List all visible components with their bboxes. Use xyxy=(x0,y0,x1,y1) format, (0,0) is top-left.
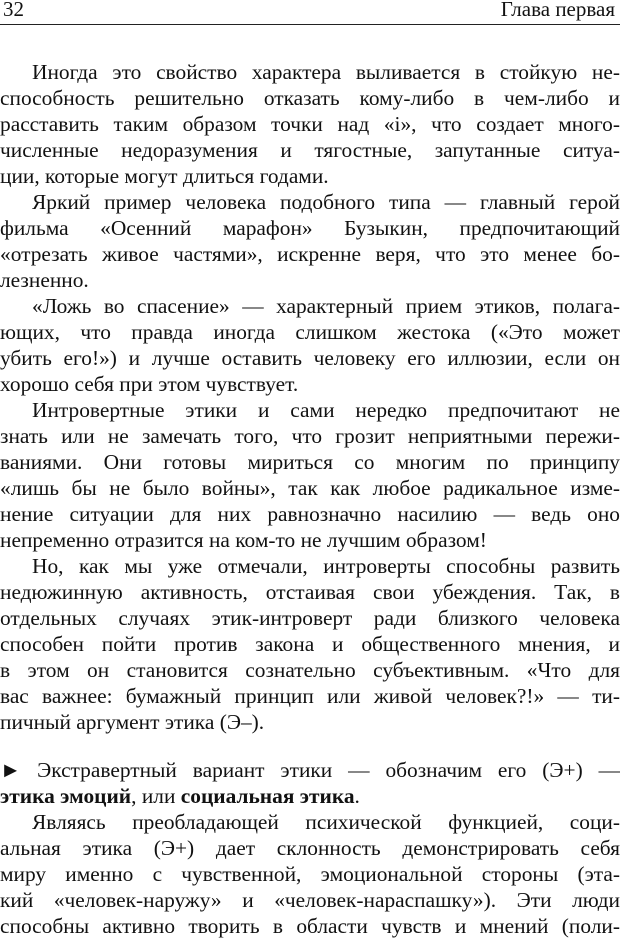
text-line: непременно отразится на ком-то не лучшим образом! xyxy=(0,528,487,552)
text-line-with-bold-terms xyxy=(0,783,620,809)
text-line: способен пойти против закона и общественного мнения, и xyxy=(0,632,620,656)
bold-term: этика эмоций xyxy=(0,784,132,808)
text-line: ваниями. Они готовы мириться со многим по принципу xyxy=(0,450,620,474)
text-line: ции, которые могут длиться годами. xyxy=(0,164,329,188)
text-line: отдельных случаях этик-интроверт ради близкого человека xyxy=(0,606,620,630)
text-line: Но, как мы уже отмечали, интроверты способны развить xyxy=(32,554,620,578)
bold-term: социальная этика xyxy=(180,784,355,808)
text-fragment: . xyxy=(354,784,360,808)
text-line: недюжинную активность, отстаивая свои убеждения. Так, в xyxy=(0,580,620,604)
text-line: миру именно с чувственной, эмоциональной стороны (эта- xyxy=(0,862,620,886)
text-line: убить его!») и лучше оставить человеку его иллюзии, если он xyxy=(0,346,620,370)
text-line: «отрезать живое частями», искренне веря, что это менее бо- xyxy=(0,242,620,266)
text-line: способность решительно отказать кому-либо в чем-либо и xyxy=(0,86,620,110)
text-fragment: , или xyxy=(131,784,181,808)
text-line: способны активно творить в области чувств и мнений (поли- xyxy=(0,914,620,938)
text-line: «лишь бы не было войны», так как любое радикальное изме- xyxy=(0,476,620,500)
text-line: ► Экстравертный вариант этики — обозначим его (Э+) — xyxy=(0,758,620,782)
page-header xyxy=(0,0,620,25)
text-line: Иногда это свойство характера выливается в стойкую не- xyxy=(32,60,620,84)
text-line: вас важнее: бумажный принцип или живой человек?!» — ти- xyxy=(0,684,620,708)
text-line: фильма «Осенний марафон» Бузыкин, предпочитающий xyxy=(0,216,620,240)
text-line: расставить таким образом точки над «i», что создает много- xyxy=(0,112,620,136)
text-line: Яркий пример человека подобного типа — главный герой xyxy=(32,190,620,214)
text-line: альная этика (Э+) дает склонность демонстрировать себя xyxy=(0,836,620,860)
text-line: в этом он становится сознательно субъективным. «Что для xyxy=(0,658,620,682)
text-line: пичный аргумент этика (Э–). xyxy=(0,710,265,734)
text-line: численные недоразумения и тягостные, запутанные ситуа- xyxy=(0,138,620,162)
text-line: знать или не замечать того, что грозит неприятными пережи- xyxy=(0,424,620,448)
running-head: Глава первая xyxy=(500,0,615,21)
text-line: хорошо себя при этом чувствует. xyxy=(0,372,299,396)
text-line: ющих, что правда иногда слишком жестока («Это может xyxy=(0,320,620,344)
text-line: кий «человек-наружу» и «человек-нараспашку»). Эти люди xyxy=(0,888,620,912)
text-line: Интровертные этики и сами нередко предпочитают не xyxy=(32,398,620,422)
page-number: 32 xyxy=(3,0,24,21)
text-line: Являясь преобладающей психической функцией, соци- xyxy=(32,810,620,834)
text-line: лезненно. xyxy=(0,268,89,292)
text-line: нение ситуации для них равнозначно насилию — ведь оно xyxy=(0,502,620,526)
text-line: «Ложь во спасение» — характерный прием этиков, полага- xyxy=(32,294,620,318)
